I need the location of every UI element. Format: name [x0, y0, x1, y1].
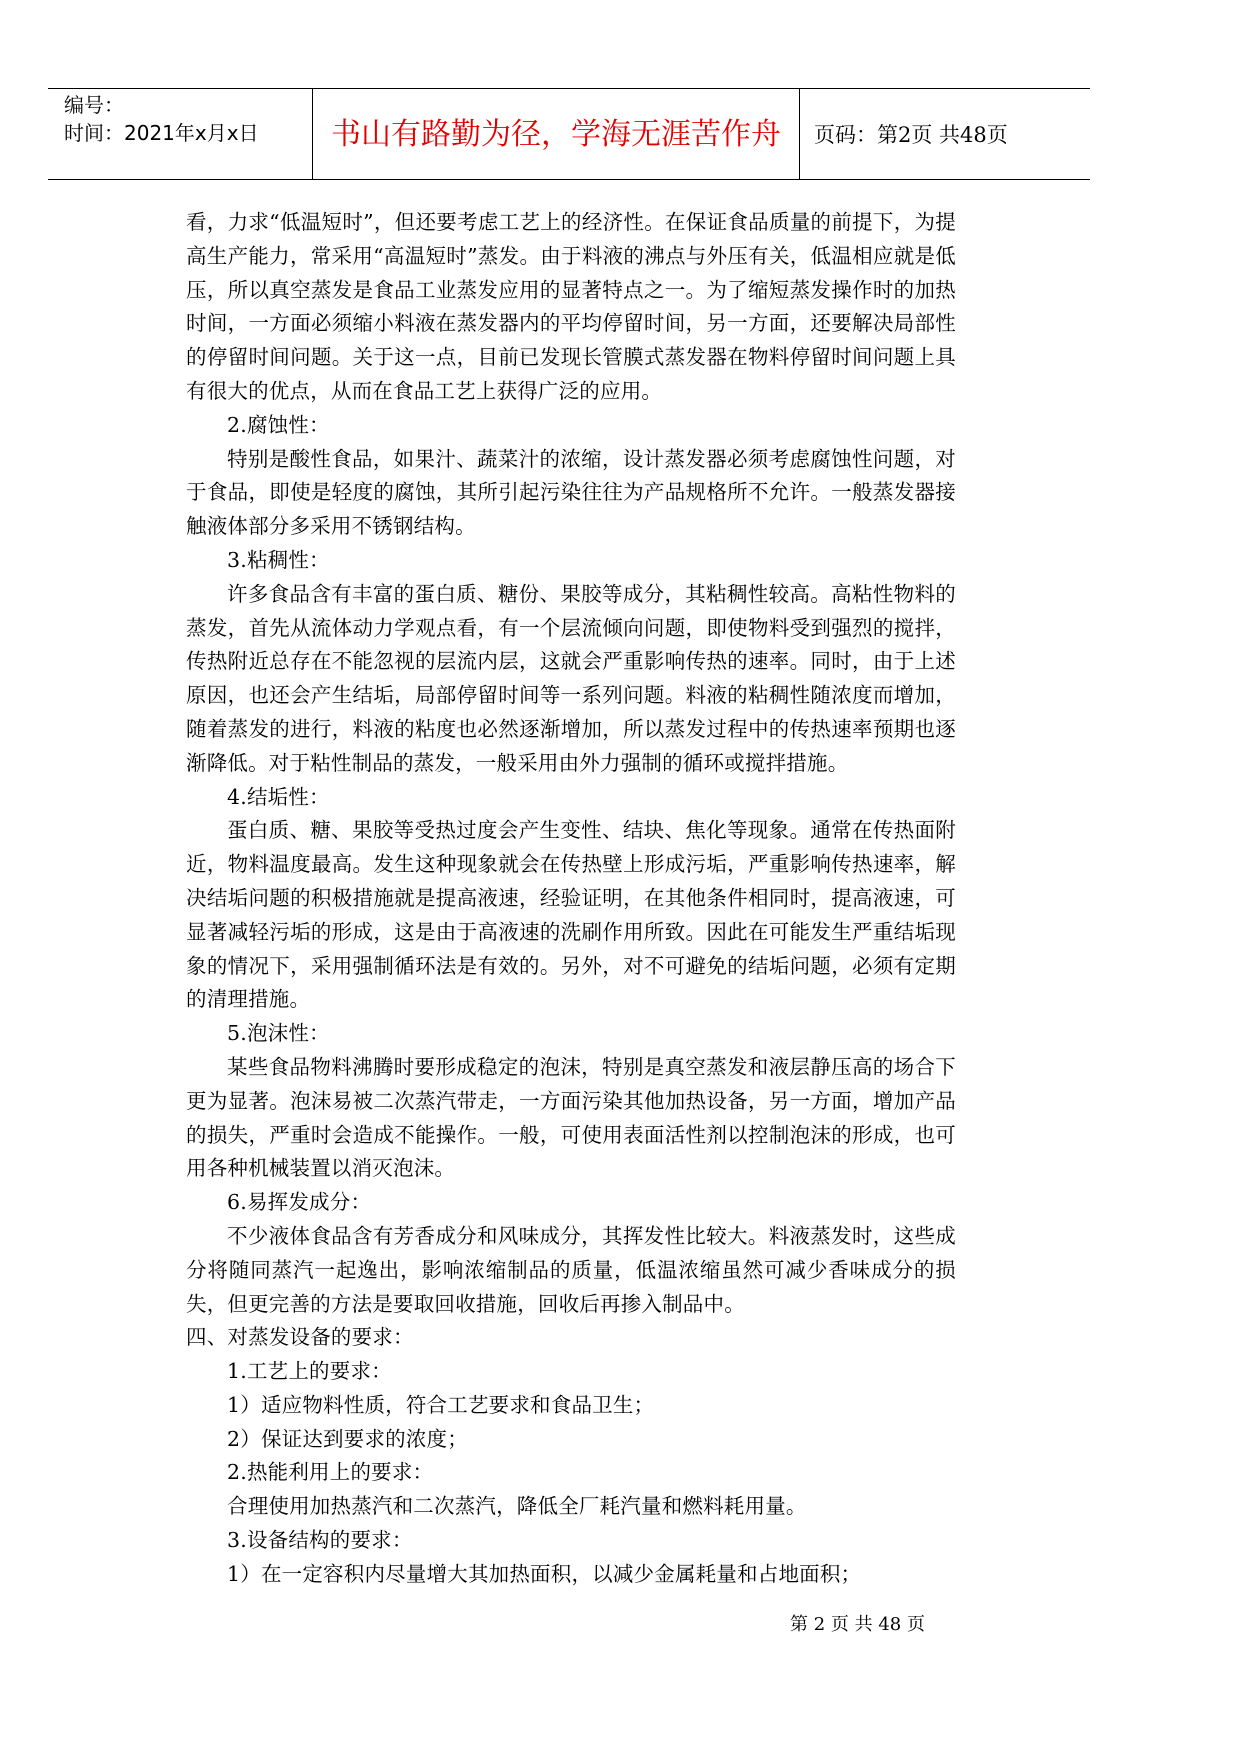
header-left-cell — [48, 89, 312, 179]
body-paragraph: 蛋白质、糖、果胶等受热过度会产生变性、结块、焦化等现象。通常在传热面附近，物料温度最高。发生这种现象就会在传热壁上形成污垢，严重影响传热速率，解决结垢问题的积极措施就是提高液速，经验证明，在其他条件相同时，提高液速，可显著减轻污垢的形成，这是由于高液速的洗刷作用所致。因此在可能发生严重结垢现象的情况下，采用强制循环法是有效的。另外，对不可避免的结垢问题，必须有定期的清理措施。 — [186, 818, 956, 1012]
page-header — [48, 88, 1090, 180]
header-right-cell — [800, 89, 1090, 179]
body-paragraph: 1）适应物料性质，符合工艺要求和食品卫生； — [227, 1392, 655, 1417]
body-paragraph: 不少液体食品含有芳香成分和风味成分，其挥发性比较大。料液蒸发时，这些成分将随同蒸汽一起逸出，影响浓缩制品的质量，低温浓缩虽然可减少香味成分的损失，但更完善的方法是要取回收措施，回收后再掺入制品中。 — [186, 1223, 956, 1316]
body-paragraph: 看，力求“低温短时”，但还要考虑工艺上的经济性。在保证食品质量的前提下，为提高生产能力，常采用“高温短时”蒸发。由于料液的沸点与外压有关，低温相应就是低压，所以真空蒸发是食品工业蒸发应用的显著特点之一。为了缩短蒸发操作时的加热时间，一方面必须缩小料液在蒸发器内的平均停留时间，另一方面，还要解决局部性的停留时间问题。关于这一点，目前已发现长管膜式蒸发器在物料停留时间问题上具有很大的优点，从而在食品工艺上获得广泛的应用。 — [186, 210, 956, 403]
body-paragraph: 合理使用加热蒸汽和二次蒸汽，降低全厂耗汽量和燃料耗用量。 — [227, 1494, 807, 1519]
document-number-label: 编号： — [64, 93, 124, 117]
body-paragraph: 1.工艺上的要求： — [227, 1359, 392, 1384]
header-motto-cell — [312, 89, 800, 179]
body-paragraph: 2）保证达到要求的浓度； — [227, 1426, 468, 1451]
body-paragraph: 3.粘稠性： — [227, 547, 330, 572]
body-paragraph: 特别是酸性食品，如果汁、蔬菜汁的浓缩，设计蒸发器必须考虑腐蚀性问题，对于食品，即使是轻度的腐蚀，其所引起污染往往为产品规格所不允许。一般蒸发器接触液体部分多采用不锈钢结构。 — [186, 446, 956, 539]
body-paragraph: 许多食品含有丰富的蛋白质、糖份、果胶等成分，其粘稠性较高。高粘性物料的蒸发，首先从流体动力学观点看，有一个层流倾向问题，即使物料受到强烈的搅拌，传热附近总存在不能忽视的层流内层，这就会严重影响传热的速率。同时，由于上述原因，也还会产生结垢，局部停留时间等一系列问题。料液的粘稠性随浓度而增加，随着蒸发的进行，料液的粘度也必然逐渐增加，所以蒸发过程中的传热速率预期也逐渐降低。对于粘性制品的蒸发，一般采用由外力强制的循环或搅拌措施。 — [186, 581, 956, 775]
header-page-info: 页码：第2页 共48页 — [814, 123, 1008, 147]
document-body — [186, 206, 956, 1592]
body-paragraph: 某些食品物料沸腾时要形成稳定的泡沫，特别是真空蒸发和液层静压高的场合下更为显著。泡沫易被二次蒸汽带走，一方面污染其他加热设备，另一方面，增加产品的损失，严重时会造成不能操作。一般，可使用表面活性剂以控制泡沫的形成，也可用各种机械装置以消灭泡沫。 — [186, 1054, 956, 1181]
body-paragraph: 3.设备结构的要求： — [227, 1528, 413, 1553]
body-paragraph: 四、对蒸发设备的要求： — [186, 1325, 414, 1350]
body-paragraph: 2.腐蚀性： — [227, 412, 330, 437]
body-paragraph: 1）在一定容积内尽量增大其加热面积，以减少金属耗量和占地面积； — [227, 1561, 862, 1586]
body-paragraph: 6.易挥发成分： — [227, 1190, 372, 1215]
body-paragraph: 4.结垢性： — [227, 784, 330, 809]
page-footer: 第 2 页 共 48 页 — [790, 1614, 925, 1635]
body-paragraph: 5.泡沫性： — [227, 1021, 330, 1046]
document-time-label: 时间：2021年x月x日 — [64, 121, 259, 145]
body-paragraph: 2.热能利用上的要求： — [227, 1460, 434, 1485]
header-motto: 书山有路勤为径，学海无涯苦作舟 — [331, 117, 781, 152]
